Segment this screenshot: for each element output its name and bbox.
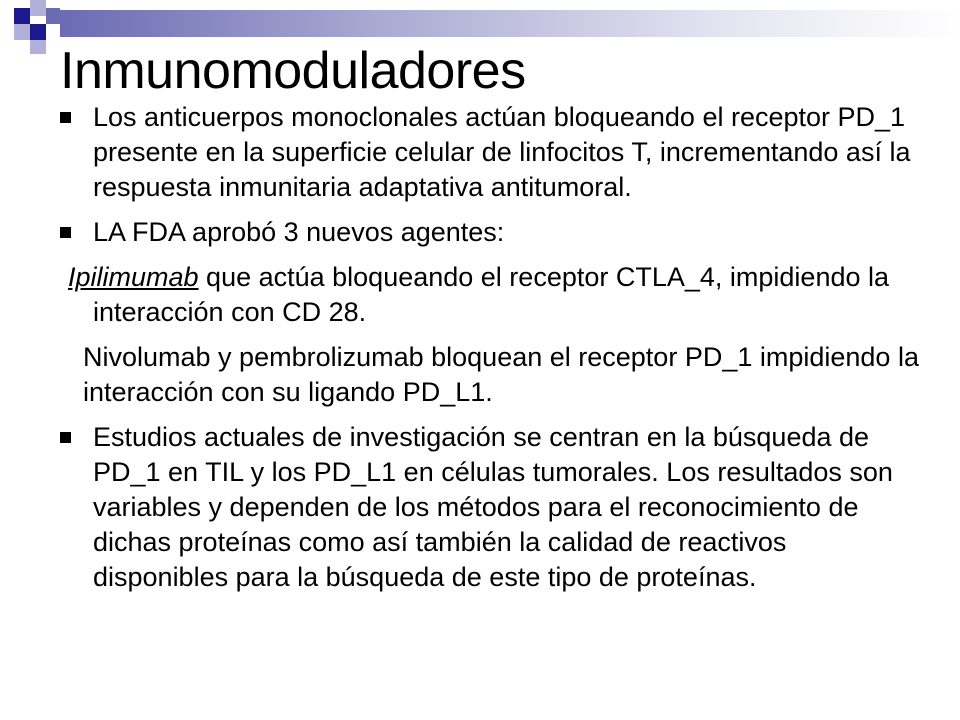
decor-square-dark-2: [30, 24, 46, 40]
bullet-text: LA FDA aprobó 3 nuevos agentes:: [93, 217, 505, 247]
sub-item-nivolumab: [60, 340, 920, 410]
bullet-item: [60, 420, 920, 595]
decor-square-light-3: [30, 40, 46, 54]
bullet-text: Estudios actuales de investigación se centran en la búsqueda de PD_1 en TIL y los PD_L1 en células tumorales. Los resultados son variables y dependen de los métodos para el reconocimiento de dichas proteínas como así también la calidad de reactivos disponibles para la búsqueda de este tipo de proteínas.: [93, 422, 893, 592]
sub-item-text: que actúa bloqueando el receptor CTLA_4, impidiendo la interacción con CD 28.: [93, 262, 890, 327]
bullet-item: [60, 215, 920, 250]
slide-title: Inmunomoduladores: [60, 42, 526, 100]
bullet-marker: [60, 432, 71, 443]
bullet-marker: [60, 112, 71, 123]
sub-item-text: Nivolumab y pembrolizumab bloquean el receptor PD_1 impidiendo la interacción con su ligando PD_L1.: [83, 342, 919, 407]
decor-square-mid: [46, 8, 60, 24]
bullet-item: [60, 100, 920, 205]
decor-square-dark: [14, 8, 30, 24]
bullet-marker: [60, 227, 71, 238]
decor-square-light: [30, 0, 46, 16]
header-gradient-bar: [60, 10, 960, 37]
decor-square-light-2: [14, 24, 30, 40]
drug-name-ipilimumab: Ipilimumab: [68, 262, 199, 292]
slide-body: [60, 100, 920, 605]
sub-item-ipilimumab: [60, 260, 920, 330]
bullet-text: Los anticuerpos monoclonales actúan bloqueando el receptor PD_1 presente en la superficie celular de linfocitos T, incrementando así la respuesta inmunitaria adaptativa antitumoral.: [93, 102, 911, 202]
